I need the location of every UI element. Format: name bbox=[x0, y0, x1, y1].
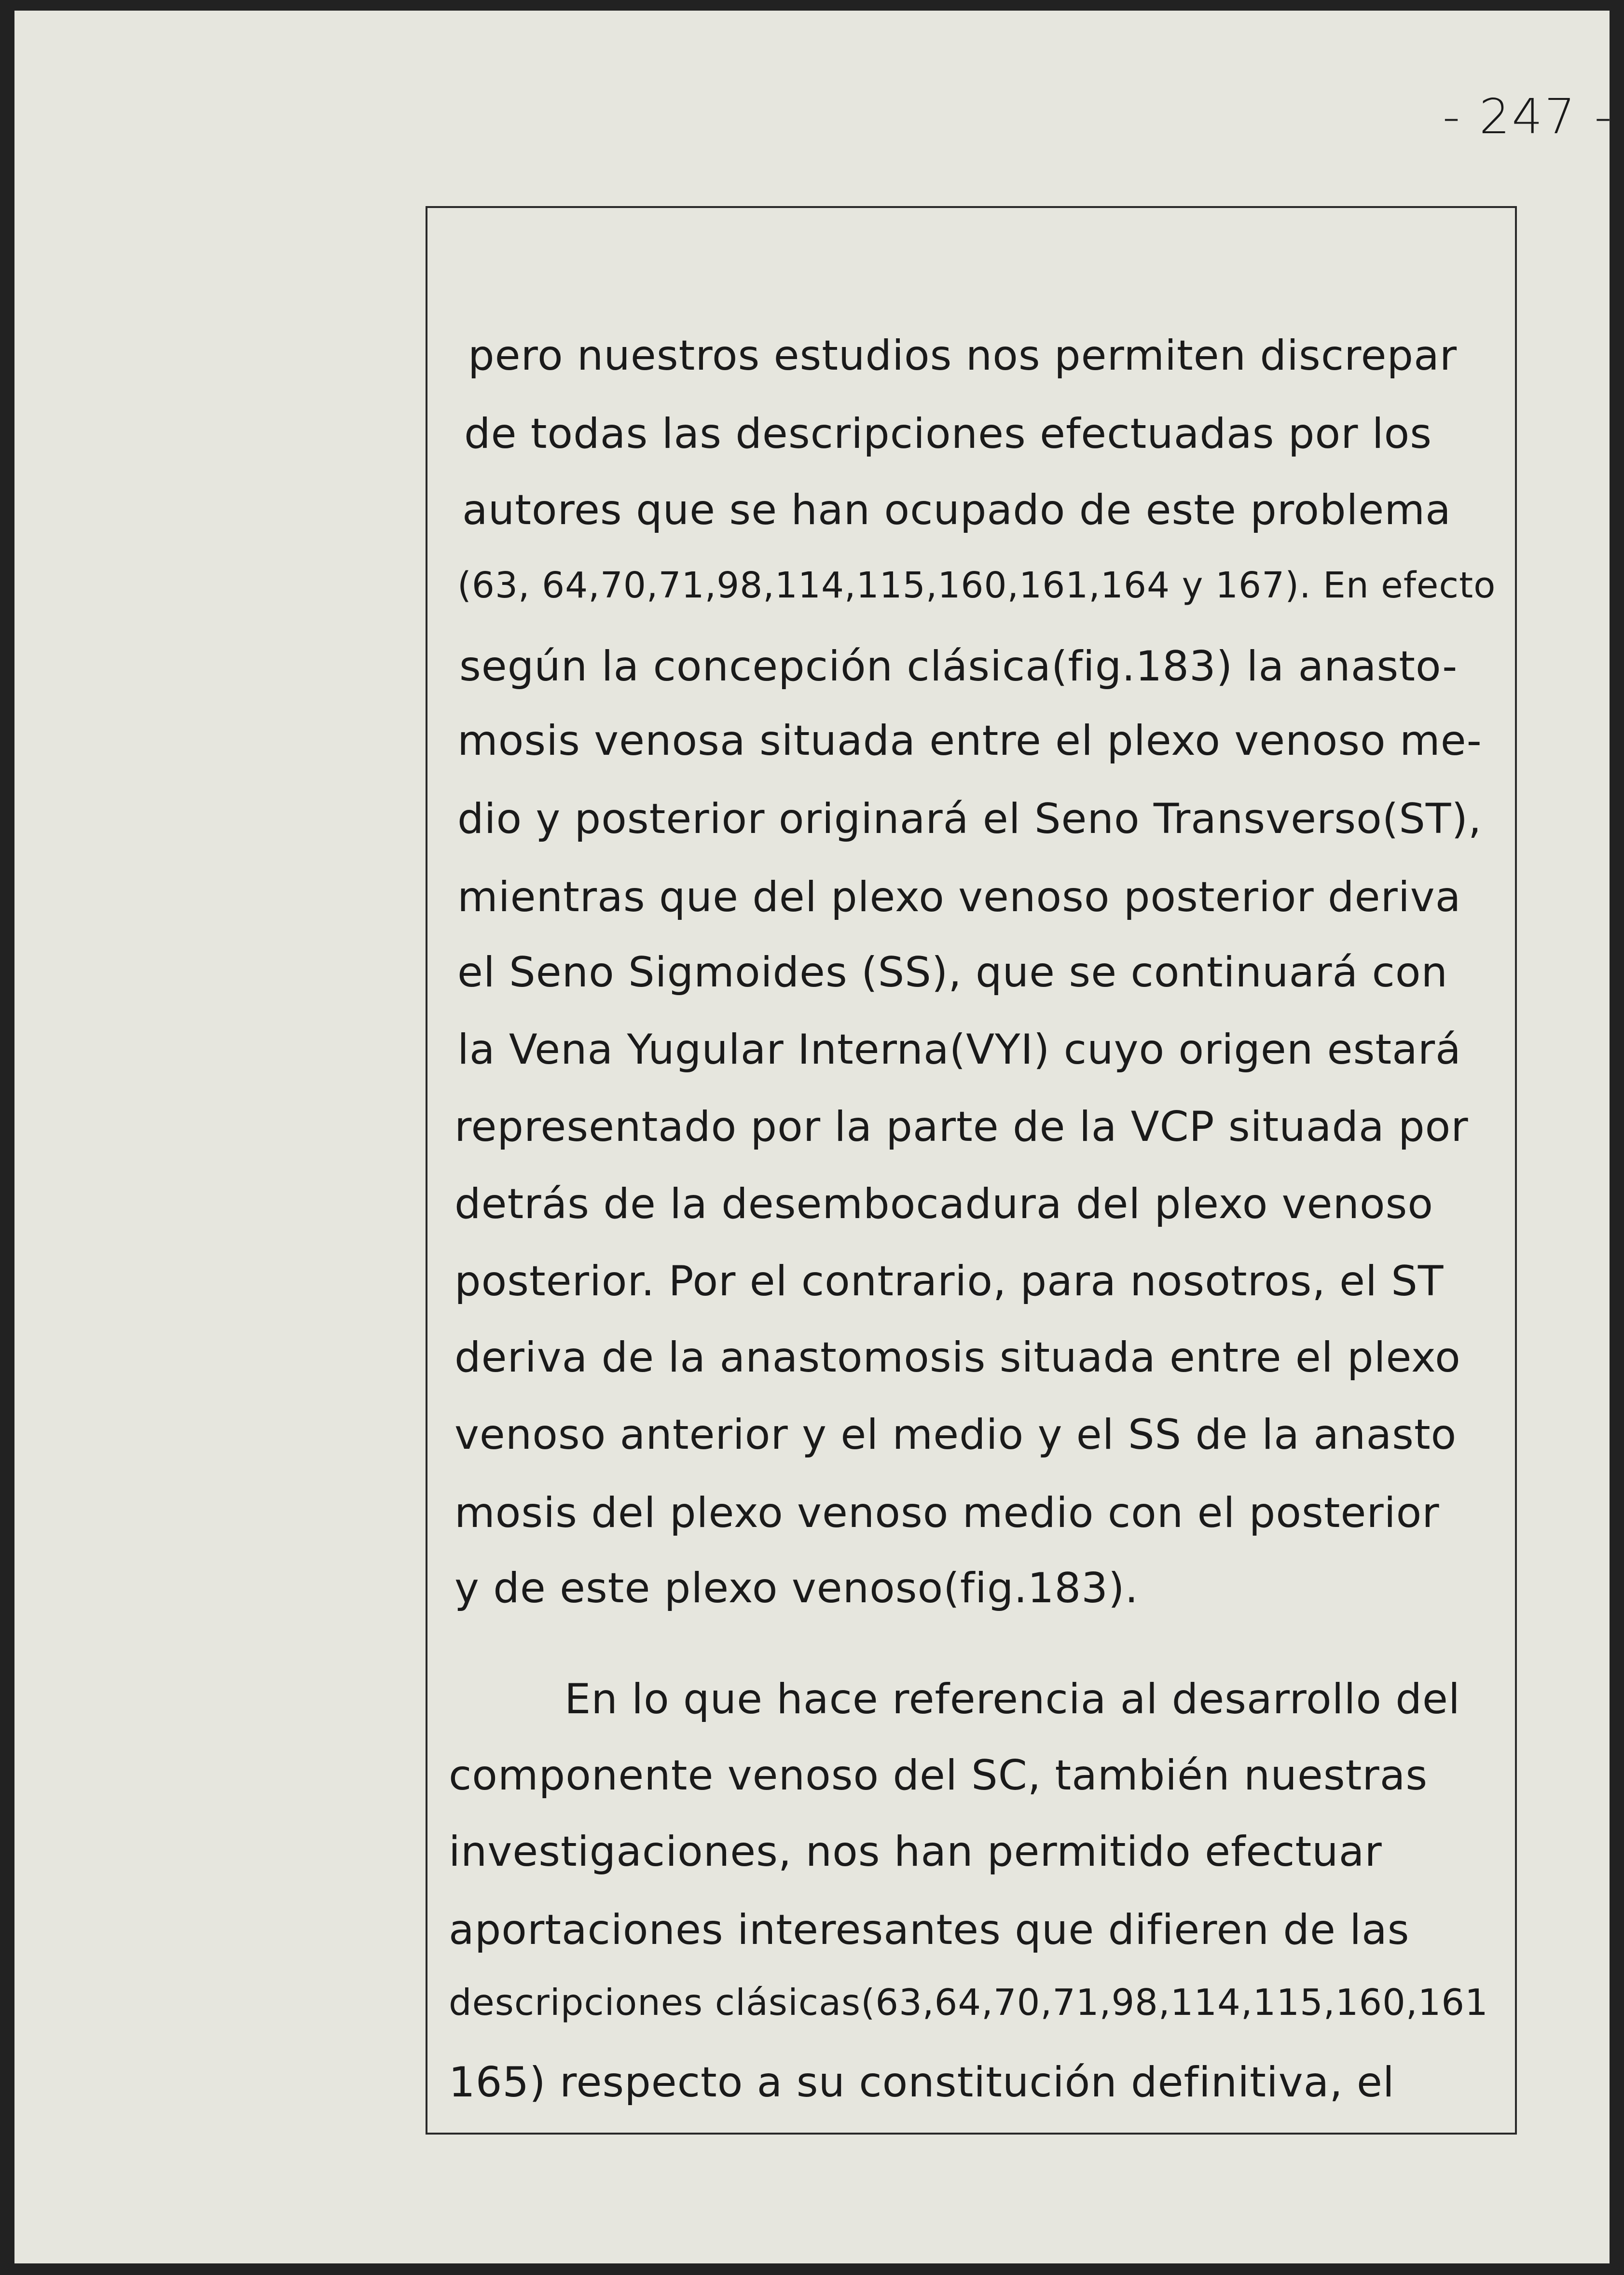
text-line: pero nuestros estudios nos permiten discrepar bbox=[468, 332, 1458, 380]
text-line: representado por la parte de la VCP situada por bbox=[454, 1103, 1469, 1151]
text-line: En lo que hace referencia al desarrollo del bbox=[564, 1675, 1460, 1723]
text-line: mosis venosa situada entre el plexo venoso me- bbox=[457, 717, 1482, 765]
text-line: mientras que del plexo venoso posterior deriva bbox=[457, 873, 1461, 921]
text-line: la Vena Yugular Interna(VYI) cuyo origen estará bbox=[457, 1026, 1461, 1074]
text-line: venoso anterior y el medio y el SS de la anasto bbox=[454, 1411, 1457, 1459]
text-line: (63, 64,70,71,98,114,115,160,161,164 y 167). En efecto bbox=[457, 565, 1496, 606]
text-line: según la concepción clásica(fig.183) la anasto- bbox=[459, 642, 1458, 691]
page-number: - 247 - bbox=[1443, 88, 1614, 145]
text-line: posterior. Por el contrario, para nosotros, el ST bbox=[454, 1257, 1444, 1305]
text-line: el Seno Sigmoides (SS), que se continuará con bbox=[457, 948, 1448, 997]
text-line: de todas las descripciones efectuadas por los bbox=[464, 410, 1432, 458]
text-line: autores que se han ocupado de este problema bbox=[462, 486, 1451, 534]
text-line: descripciones clásicas(63,64,70,71,98,114,115,160,161 bbox=[449, 1981, 1488, 2024]
text-line: mosis del plexo venoso medio con el posterior bbox=[454, 1489, 1440, 1537]
text-line: 165) respecto a su constitución definitiva, el bbox=[449, 2058, 1395, 2107]
paper-page bbox=[14, 11, 1614, 2263]
text-line: dio y posterior originará el Seno Transverso(ST), bbox=[457, 795, 1482, 843]
text-line: investigaciones, nos han permitido efectuar bbox=[449, 1828, 1382, 1876]
text-line: deriva de la anastomosis situada entre el plexo bbox=[454, 1333, 1461, 1382]
text-line: componente venoso del SC, también nuestras bbox=[449, 1751, 1428, 1800]
text-line: y de este plexo venoso(fig.183). bbox=[454, 1564, 1139, 1612]
text-line: aportaciones interesantes que difieren de las bbox=[449, 1906, 1410, 1954]
text-line: detrás de la desembocadura del plexo venoso bbox=[454, 1180, 1434, 1228]
